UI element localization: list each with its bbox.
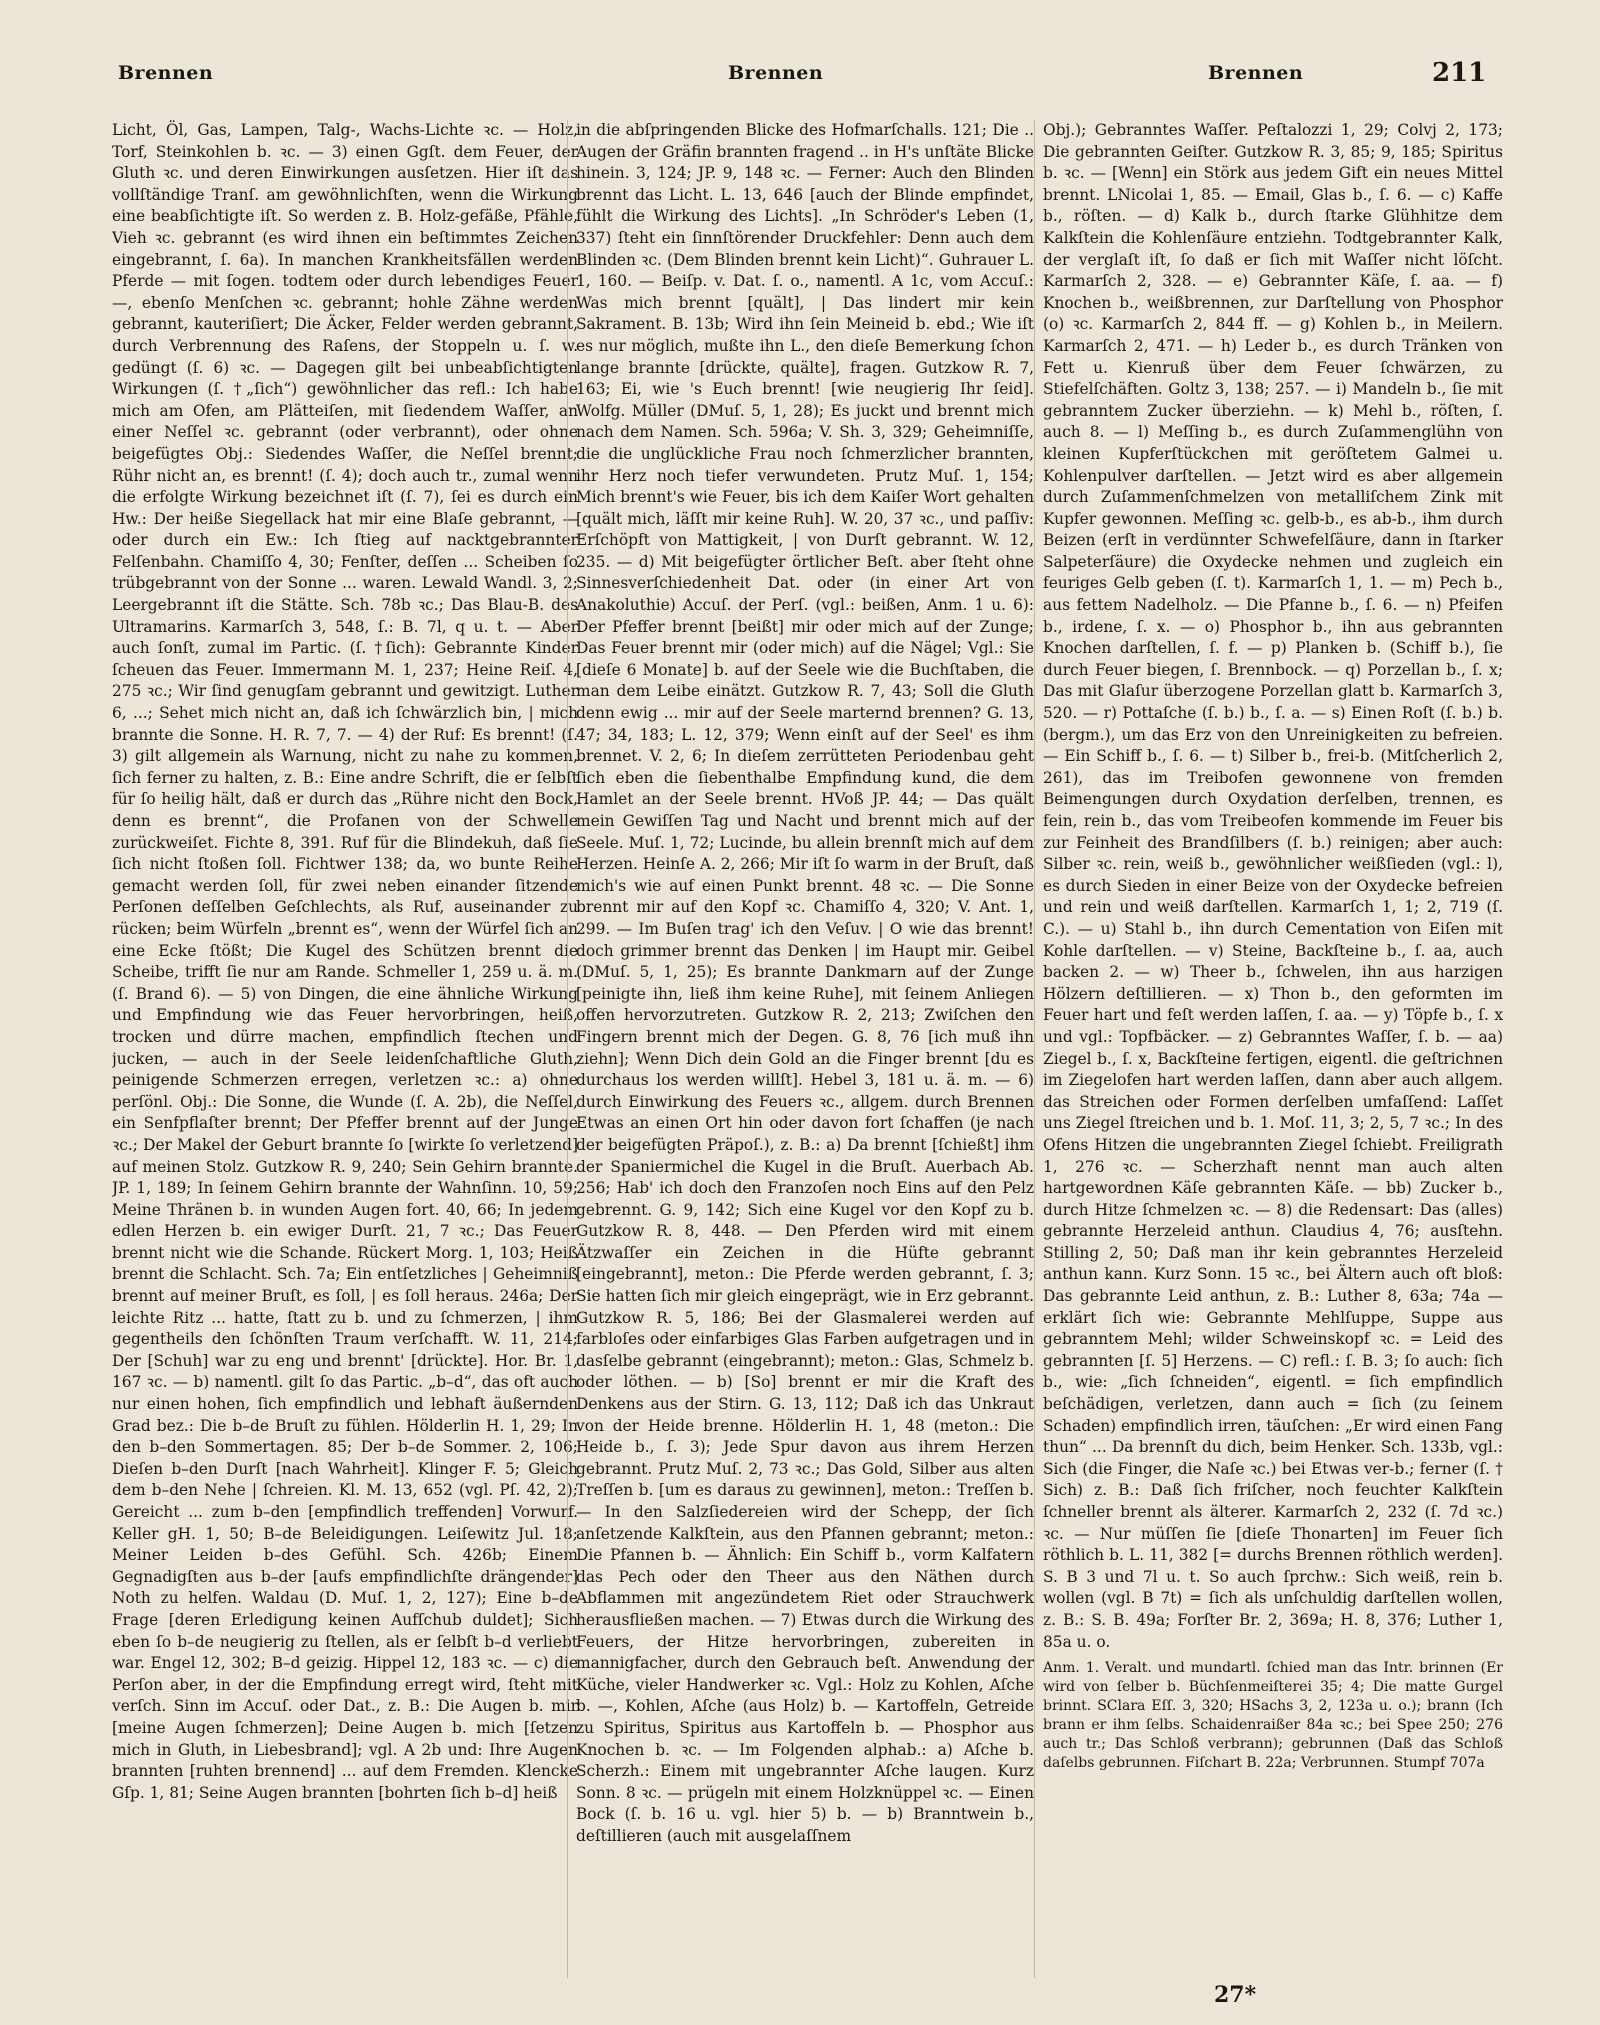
column-2-text: in die abſpringenden Blicke des Hofmarſchalls. 121; Die .. Augen der Gräfin brannten fragend .. in H's unſtäte Blicke hinein. 3, 124; JP. 9, 148 ꝛc. — Ferner: Auch den Blinden brennt das Licht. L. 13, 646 [auch der Blinde empfindet, fühlt die Wirkung des Lichts]. „In Schröder's Leben (1, 337) ſteht ein ſinnſtörender Druckfehler: Denn auch dem Blinden ꝛc. (Dem Blinden brennt kein Licht)“. Guhrauer L. 1, 160. — Beiſp. v. Dat. ſ. o., namentl. A 1c, vom Accuſ.: Was mich brennt [quält], | Das lindert mir kein Sakrament. B. 13b; Wird ihn ſein Meineid b. ebd.; Wie iſt es nur möglich, mußte ihn L., den dieſe Bemerkung ſchon lange brannte [drückte, quälte], fragen. Gutzkow R. 7, 163; Ei, wie 's Euch brennt! [wie neugierig Ihr ſeid]. Wolfg. Müller (DMuſ. 5, 1, 28); Es juckt und brennt mich nach dem Namen. Sch. 596a; V. Sh. 3, 329; Geheimniſſe, die die unglückliche Frau noch ſchmerzlicher brannten, ihr Herz noch tiefer verwundeten. Prutz Muſ. 1, 154; Mich brennt's wie Feuer, bis ich dem Kaiſer Wort gehalten [quält mich, läſſt mir keine Ruh]. W. 20, 37 ꝛc., und paſſiv: Erſchöpft von Mattigkeit, | von Durſt gebrannt. W. 12, 235. — d) Mit beigefügter örtlicher Beſt. aber ſteht ohne Sinnesverſchiedenheit Dat. oder (in einer Art von Anakoluthie) Accuſ. der Perſ. (vgl.: beißen, Anm. 1 u. 6): Der Pfeffer brennt [beißt] mir oder mich auf der Zunge; Das Feuer brennt mir (oder mich) auf die Nägel; Vgl.: Sie [dieſe 6 Monate] b. auf der Seele wie die Buchſtaben, die man dem Leibe einätzt. Gutzkow R. 7, 43; Soll die Gluth denn ewig ... mir auf der Seele marternd brennen? G. 13, 47; 34, 183; L. 12, 379; Wenn einſt auf der Seel' es ihm brennet. V. 2, 6; In dieſem zerrütteten Periodenbau geht ſich eben die ſiebenthalbe Empfindung kund, die dem Hamlet an der Seele brennt. HVoß JP. 44; — Das quält mein Gewiſſen Tag und Nacht und brennt mich auf der Seele. Muſ. 1, 72; Lucinde, bu allein brennſt mich auf dem Herzen. Heinſe A. 2, 266; Mir iſt ſo warm in der Bruſt, daß mich's wie auf einen Punkt brennt. 48 ꝛc. — Die Sonne brennt mir auf den Kopf ꝛc. Chamiſſo 4, 320; V. Ant. 1, 299. — Im Buſen trag' ich den Veſuv. | O wie das brennt! doch grimmer brennt das Denken | im Haupt mir. Geibel (DMuſ. 5, 1, 25); Es brannte Dankmarn auf der Zunge [peinigte ihn, ließ ihm keine Ruhe], mit ſeinem Anliegen offen hervorzutreten. Gutzkow R. 2, 213; Zwiſchen den Fingern brennt mich der Degen. G. 8, 76 [ich muß ihn ziehn]; Wenn Dich dein Gold an die Finger brennt [du es durchaus los werden willſt]. Hebel 3, 181 u. ä. m. — 6) durch Einwirkung des Feuers ꝛc., allgem. durch Brennen Etwas an einen Ort hin oder davon fort ſchaffen (je nach der beigefügten Präpoſ.), z. B.: a) Da brennt [ſchießt] ihm der Spaniermichel die Kugel in die Bruſt. Auerbach Ab. 256; Hab' ich doch den Franzoſen noch Eins auf den Pelz gebrennt. G. 9, 142; Sich eine Kugel vor den Kopf zu b. Gutzkow R. 8, 448. — Den Pferden wird mit einem Ätzwaſſer ein Zeichen in die Hüfte gebrannt [eingebrannt], meton.: Die Pferde werden gebrannt, ſ. 3; Sie hatten ſich mir gleich eingeprägt, wie in Erz gebrannt. Gutzkow R. 5, 186; Bei der Glasmalerei werden auf farbloſes oder einfarbiges Glas Farben aufgetragen und in dasſelbe gebrannt (eingebrannt); meton.: Glas, Schmelz b. oder löthen. — b) [So] brennt er mir die Kraft des Denkens aus der Stirn. G. 13, 112; Daß ich das Unkraut von der Heide brenne. Hölderlin H. 1, 48 (meton.: Die Heide b., ſ. 3); Jede Spur davon aus ihrem Herzen gebrannt. Prutz Muſ. 2, 73 ꝛc.; Das Gold, Silber aus alten Treſſen b. [um es daraus zu gewinnen], meton.: Treſſen b. — In den Salzſiedereien wird der Schepp, der ſich anſetzende Kalkſtein, aus den Pfannen gebrannt; meton.: Die Pfannen b. — Ähnlich: Ein Schiff b., vorm Kalfatern das Pech oder den Theer aus den Näthen durch Abflammen mit angezündetem Riet oder Strauchwerk herausfließen machen. — 7) Etwas durch die Wirkung des Feuers, der Hitze hervorbringen, zubereiten in mannigfacher, durch den Gebrauch beſt. Anwendung der Küche, vieler Handwerker ꝛc. Vgl.: Holz zu Kohlen, Aſche b. —, Kohlen, Aſche (aus Holz) b. — Kartoffeln, Getreide zu Spiritus, Spiritus aus Kartoffeln b. — Phosphor aus Knochen b. ꝛc. — Im Folgenden alphab.: a) Aſche b. Scherzh.: Einem mit ungebrannter Aſche laugen. Kurz Sonn. 8 ꝛc. — prügeln mit einem Holzknüppel ꝛc. — Einen Bock (ſ. b. 16 u. vgl. hier 5) b. — b) Branntwein b., deſtillieren (auch mit ausgelaſſnem	[576, 121, 1034, 1845]
column-3-note: Anm. 1. Veralt. und mundartl. ſchied man das Intr. brinnen (Er wird von ſelber b. Büchſenmeiſterei 35; 4; Die matte Gurgel brinnt. SClara Eſſ. 3, 320; HSachs 3, 2, 123a u. o.); brann (Ich brann er ihm ſelbs. Schaidenraißer 84a ꝛc.; bei Spee 250; 276 auch tr.; Das Schloß verbrann); gebrunnen (Daß das Schloß daſelbs gebrunnen. Fiſchart B. 22a; Verbrunnen. Stumpf 707a	[1043, 1660, 1503, 1772]
column-1-text: Licht, Öl, Gas, Lampen, Talg-, Wachs-Lichte ꝛc. — Holz, Torf, Steinkohlen b. ꝛc. — 3) einen Ggſt. dem Feuer, der Gluth ꝛc. und deren Einwirkungen ausſetzen. Hier iſt das vollſtändige Tranſ. am gewöhnlichſten, wenn die Wirkung eine beabſichtigte iſt. So werden z. B. Holz-gefäße, Pfähle, Vieh ꝛc. gebrannt (es wird ihnen ein beſtimmtes Zeichen eingebrannt, ſ. 6a). In manchen Krankheitsfällen werden Pferde — mit ſogen. todtem oder durch lebendiges Feuer —, ebenſo Menſchen ꝛc. gebrannt; hohle Zähne werden gebrannt, kauteriſiert; Die Äcker, Felder werden gebrannt, durch Verbrennung des Raſens, der Stoppeln u. ſ. w. gedüngt (ſ. 6) ꝛc. — Dagegen gilt bei unbeabſichtigten Wirkungen (ſ. †„ſich“) gewöhnlicher das refl.: Ich habe mich am Ofen, am Plätteiſen, mit ſiedendem Waſſer, an einer Neſſel ꝛc. gebrannt (oder verbrannt), oder ohne beigefügtes Obj.: Siedendes Waſſer, die Neſſel brennt; Rühr nicht an, es brennt! (ſ. 4); doch auch tr., zumal wenn die erfolgte Wirkung bezeichnet iſt (ſ. 7), ſei es durch ein Hw.: Der heiße Siegellack hat mir eine Blaſe gebrannt, — oder durch ein Ew.: Ich ſtieg auf nacktgebrannter Felſenbahn. Chamiſſo 4, 30; Fenſter, deſſen ... Scheiben ſo trübgebrannt von der Sonne ... waren. Lewald Wandl. 3, 2; Leergebrannt iſt die Stätte. Sch. 78b ꝛc.; Das Blau-B. des Ultramarins. Karmarſch 3, 548, ſ.: B. 7l, q u. t. — Aber auch ſonſt, zumal im Partic. (ſ. †ſich): Gebrannte Kinder ſcheuen das Feuer. Immermann M. 1, 237; Heine Reiſ. 4, 275 ꝛc.; Wir ſind genugſam gebrannt und gewitzigt. Luther 6, ...; Sehet mich nicht an, daß ich ſchwärzlich bin, | mich brannte die Sonne. H. R. 7, 7. — 4) der Ruf: Es brennt! (ſ. 3) gilt allgemein als Warnung, nicht zu nahe zu kommen, ſich ferner zu halten, z. B.: Eine andre Schrift, die er ſelbſt für ſo heilig hält, daß er durch das „Rühre nicht den Bock, denn es brennt“, die Profanen von der Schwelle zurückweiſet. Fichte 8, 391. Ruf für die Blindekuh, daß ſie ſich nicht ſtoßen ſoll. Fichtwer 138; da, wo bunte Reihe gemacht werden ſoll, für zwei neben einander ſitzende Perſonen deſſelben Geſchlechts, als Ruf, auseinander zu rücken; beim Würfeln „brennt es“, wenn der Würfel ſich an eine Ecke ſtößt; Die Kugel des Schützen brennt die Scheibe, trifft ſie nur am Rande. Schmeller 1, 259 u. ä. m. (ſ. Brand 6). — 5) von Dingen, die eine ähnliche Wirkung und Empfindung wie das Feuer hervorbringen, heiß, trocken und dürre machen, empfindlich ſtechen und jucken, — auch in der Seele leidenſchaftliche Gluth, peinigende Schmerzen erregen, verletzen ꝛc.: a) ohne perſönl. Obj.: Die Sonne, die Wunde (ſ. A. 2b), die Neſſel, ein Senfpflaſter brennt; Der Pfeffer brennt auf der Junge ꝛc.; Der Makel der Geburt brannte ſo [wirkte ſo verletzend] auf meinen Stolz. Gutzkow R. 9, 240; Sein Gehirn brannte. JP. 1, 189; In ſeinem Gehirn brannte der Wahnſinn. 10, 59; Meine Thränen b. in wunden Augen fort. 40, 66; In jedem edlen Herzen b. ein ewiger Durſt. 21, 7 ꝛc.; Das Feuer brennt nicht wie die Schande. Rückert Morg. 1, 103; Heiß brennt die Schlacht. Sch. 7a; Ein entſetzliches | Geheimniß brennt auf meiner Bruſt, es ſoll, | es ſoll heraus. 246a; Der leichte Ritz ... hatte, ſtatt zu b. und zu ſchmerzen, | ihm gegentheils den ſchönſten Traum verſchafft. W. 11, 214; Der [Schuh] war zu eng und brennt' [drückte]. Hor. Br. 1, 167 ꝛc. — b) namentl. gilt ſo das Partic. „b–d“, das oft auch nur einen hohen, ſich empfindlich und lebhaft äußernden Grad bez.: Die b–de Bruſt zu fühlen. Hölderlin H. 1, 29; In den b–den Sommertagen. 85; Der b–de Sommer. 2, 106; Dieſen b–den Durſt [nach Wahrheit]. Klinger F. 5; Gleich dem b–den Nehe | ſchreien. Kl. M. 13, 652 (vgl. Pſ. 42, 2); Gereicht ... zum b–den [empfindlich treffenden] Vorwurf. Keller gH. 1, 50; B–de Beleidigungen. Leiſewitz Jul. 18; Meiner Leiden b–des Gefühl. Sch. 426b; Einem Gegnadigſten aus b–der [aufs empfindlichſte drängender] Noth zu helfen. Waldau (D. Muſ. 1, 2, 127); Eine b–de Frage [deren Erledigung keinen Aufſchub duldet]; Sich eben ſo b–de neugierig zu ſtellen, als er ſelbſt b–d verliebt war. Engel 12, 302; B–d geizig. Hippel 12, 183 ꝛc. — c) die Perſon aber, in der die Empfindung erregt wird, ſteht mit verſch. Sinn im Accuſ. oder Dat., z. B.: Die Augen b. mir [meine Augen ſchmerzen]; Deine Augen b. mich [ſetzen mich in Gluth, in Liebesbrand]; vgl. A 2b und: Ihre Augen brannten [ruhten brennend] ... auf dem Fremden. Klencke Gſp. 1, 81; Seine Augen brannten [bohrten ſich b–d] heiß	[112, 121, 578, 1802]
running-head-right: Brennen	[1208, 62, 1304, 84]
text-column-1	[112, 120, 578, 1978]
signature-mark: 27*	[1214, 1982, 1257, 2008]
text-column-3	[1034, 120, 1503, 1978]
running-head-center: Brennen	[728, 62, 824, 84]
page-number: 211	[1432, 58, 1487, 88]
column-3-text: Obj.); Gebranntes Waſſer. Peſtalozzi 1, 29; Colvj 2, 173; Die gebrannten Geiſter. Gutzkow R. 3, 85; 9, 185; Spiritus b. ꝛc. — [Wenn] ein Störk aus jedem Gift ein neues Mittel brennt. LNicolai 1, 85. — Email, Glas b., ſ. 6. — c) Kaffe b., röſten. — d) Kalk b., durch ſtarke Glühhitze dem Kalkſtein die Kohlenſäure entziehn. Todtgebrannter Kalk, der verglaſt iſt, ſo daß er ſich mit Waſſer nicht löſcht. Karmarſch 2, 328. — e) Gebrannter Käſe, ſ. aa. — f) Knochen b., weißbrennen, zur Darſtellung von Phosphor (o) ꝛc. Karmarſch 2, 844 ff. — g) Kohlen b., in Meilern. Karmarſch 2, 471. — h) Leder b., es durch Tränken von Fett u. Kienruß über dem Feuer ſchwärzen, zu Stiefelſchäften. Goltz 3, 138; 257. — i) Mandeln b., ſie mit gebranntem Zucker überziehn. — k) Mehl b., röſten, ſ. auch 8. — l) Meſſing b., es durch Zuſammenglühn von kleinen Kupferſtückchen mit geröſtetem Galmei u. Kohlenpulver darſtellen. — Jetzt wird es aber allgemein durch Zuſammenſchmelzen von metalliſchem Zink mit Kupfer gewonnen. Meſſing ꝛc. gelb-b., es ab-b., ihm durch Beizen (erſt in verdünnter Schwefelſäure, dann in ſtarker Salpeterſäure) die Oxydecke nehmen und zugleich ein feuriges Gelb geben (ſ. t). Karmarſch 1, 1. — m) Pech b., aus fettem Nadelholz. — Die Pfanne b., ſ. 6. — n) Pfeifen b., irdene, ſ. x. — o) Phosphor b., ihn aus gebrannten Knochen darſtellen, ſ. f. — p) Planken b. (Schiff b.), ſie durch Feuer biegen, ſ. Brennbock. — q) Porzellan b., ſ. x; Das mit Glaſur überzogene Porzellan glatt b. Karmarſch 3, 520. — r) Pottaſche (ſ. b.) b., ſ. a. — s) Einen Roſt (ſ. b.) b. (bergm.), um das Erz von den Unreinigkeiten zu befreien. — Ein Schiff b., ſ. 6. — t) Silber b., frei-b. (Mitſcherlich 2, 261), das im Treibofen gewonnene von fremden Beimengungen durch Oxydation derſelben, trennen, es fein, rein b., das vom Treibeofen kommende im Feuer bis zur Feinheit des Brandſilbers (ſ. b.) reinigen; aber auch: Silber ꝛc. rein, weiß b., gewöhnlicher weißſieden (vgl.: l), es durch Sieden in einer Beize von der Oxydecke befreien und rein und weiß darſtellen. Karmarſch 1, 1; 2, 719 (ſ. C.). — u) Stahl b., ihn durch Cementation von Eiſen mit Kohle darſtellen. — v) Steine, Backſteine b., ſ. aa, auch backen 2. — w) Theer b., ſchwelen, ihn aus harzigen Hölzern deſtillieren. — x) Thon b., den geformten im Feuer hart und feſt werden laſſen, ſ. aa. — y) Töpfe b., ſ. x und vgl.: Topfbäcker. — z) Gebranntes Waſſer, ſ. b. — aa) Ziegel b., ſ. x, Backſteine fertigen, eigentl. die geſtrichnen im Ziegelofen hart werden laſſen, dann aber auch allgem. das Streichen oder Formen derſelben umfaſſend: Laſſet uns Ziegel ſtreichen und b. 1. Moſ. 11, 3; 2, 5, 7 ꝛc.; In des Ofens Hitzen die ungebrannten Ziegel ſchiebt. Freiligrath 1, 276 ꝛc. — Scherzhaft nennt man auch alten hartgewordnen Käſe gebrannten Käſe. — bb) Zucker b., durch Hitze ſchmelzen ꝛc. — 8) die Redensart: Das (alles) gebrannte Herzeleid anthun. Claudius 4, 76; ausſtehn. Stilling 2, 50; Daß man ihr kein gebranntes Herzeleid anthun kann. Kurz Sonn. 15 ꝛc., bei Ältern auch oft bloß: Das gebrannte Leid anthun, z. B.: Luther 8, 63a; 74a — erklärt ſich wie: Gebrannte Mehlſuppe, Suppe aus gebranntem Mehl; wilder Schweinskopf ꝛc. = Leid des gebrannten [ſ. 5] Herzens. — C) refl.: ſ. B. 3; ſo auch: ſich b., wie: „ſich ſchneiden“, eigentl. = ſich empfindlich beſchädigen, verletzen, dann auch = ſich (zu ſeinem Schaden) empfindlich irren, täuſchen: „Er wird einen Fang thun“ ... Da brennſt du dich, beim Henker. Sch. 133b, vgl.: Sich (die Finger, die Naſe ꝛc.) bei Etwas ver-b.; ferner (ſ. † Sich) z. B.: Daß ſich friſcher, noch feuchter Kalkſtein ſchneller brennt als älterer. Karmarſch 2, 232 (ſ. 7d ꝛc.) ꝛc. — Nur müſſen ſie [dieſe Thonarten] im Feuer ſich röthlich b. L. 11, 382 [= durchs Brennen röthlich werden]. S. B 3 und 7l u. t. So auch ſprchw.: Sich weiß, rein b. wollen (vgl. B 7t) = ſich als unſchuldig darſtellen wollen, z. B.: S. B. 49a; Forſter Br. 2, 369a; H. 8, 376; Luther 1, 85a u. o.	[1043, 121, 1503, 1651]
text-column-2	[567, 120, 1034, 1978]
running-head-left: Brennen	[118, 62, 214, 84]
